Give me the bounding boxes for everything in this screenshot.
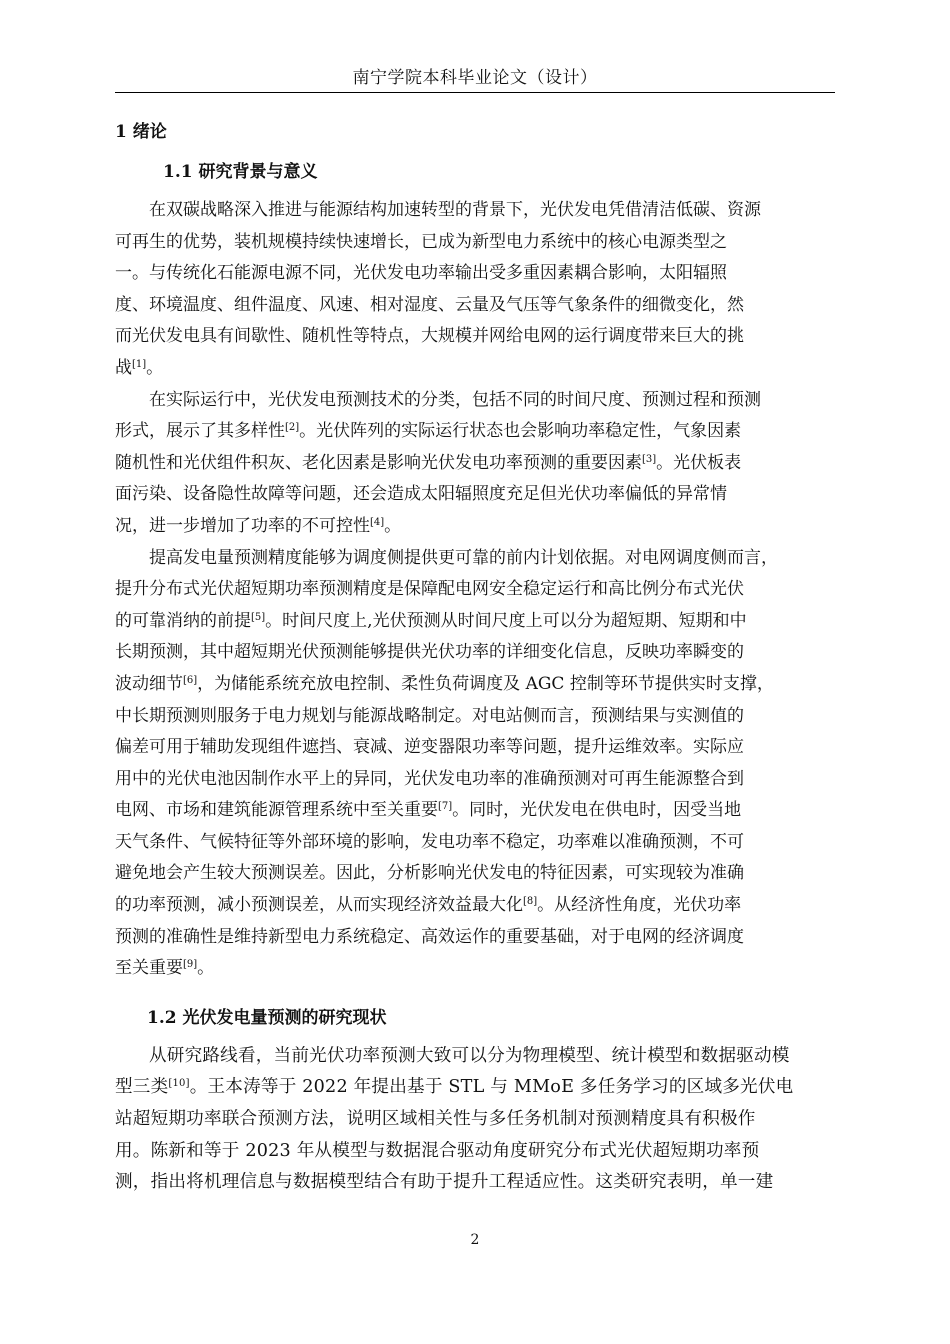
text-run: 。时间尺度上,光伏预测从时间尺度上可以分为超短期、短期和中 — [265, 610, 747, 631]
running-header: 南宁学院本科毕业论文（设计） — [115, 64, 835, 93]
text-line — [115, 353, 837, 385]
citation-ref: [2] — [285, 422, 300, 434]
section-1-2-body — [115, 1041, 837, 1199]
text-line — [115, 669, 837, 701]
text-line: 度、环境温度、组件温度、风速、相对湿度、云量及气压等气象条件的细微变化，然 — [115, 294, 744, 315]
text-line — [115, 448, 837, 480]
text-line: 一。与传统化石能源电源不同，光伏发电功率输出受多重因素耦合影响，太阳辐照 — [115, 263, 727, 284]
text-run: 的功率预测，减小预测误差，从而实现经济效益最大化 — [115, 895, 523, 916]
paragraph — [115, 195, 837, 385]
citation-ref: [10] — [168, 1078, 190, 1090]
citation-ref: [1] — [132, 358, 147, 370]
text-run: 。光伏板表 — [656, 452, 742, 473]
text-run: 。同时，光伏发电在供电时，因受当地 — [452, 800, 742, 821]
citation-ref: [3] — [642, 453, 657, 465]
chapter-heading: 1 绪论 — [115, 122, 167, 142]
citation-ref: [5] — [251, 611, 266, 623]
text-line — [115, 606, 837, 638]
text-line: 可再生的优势，装机规模持续快速增长，已成为新型电力系统中的核心电源类型之 — [115, 231, 727, 252]
citation-ref: [4] — [370, 516, 385, 528]
citation-ref: [8] — [523, 896, 538, 908]
text-line: 提升分布式光伏超短期功率预测精度是保障配电网安全稳定运行和高比例分布式光伏 — [115, 579, 744, 600]
paragraph — [115, 385, 837, 543]
text-line: 测，指出将机理信息与数据模型结合有助于提升工程适应性。这类研究表明，单一建 — [115, 1172, 774, 1193]
text-line: 避免地会产生较大预测误差。因此，分析影响光伏发电的特征因素，可实现较为准确 — [115, 863, 744, 884]
text-line: 用。陈新和等于 2023 年从模型与数据混合驱动角度研究分布式光伏超短期功率预 — [115, 1140, 760, 1161]
text-line: 在双碳战略深入推进与能源结构加速转型的背景下，光伏发电凭借清洁低碳、资源 — [149, 200, 761, 220]
text-line: 站超短期功率联合预测方法，说明区域相关性与多任务机制对预测精度具有积极作 — [115, 1109, 756, 1130]
text-run: 型三类 — [115, 1077, 169, 1098]
text-run: 战 — [115, 357, 132, 378]
section-heading-1-1: 1.1 研究背景与意义 — [163, 162, 318, 182]
text-run: 。王本涛等于 2022 年提出基于 STL 与 MMoE 多任务学习的区域多光伏电 — [189, 1077, 794, 1098]
text-run: 形式，展示了其多样性 — [115, 421, 285, 442]
text-run: 波动细节 — [115, 673, 183, 694]
text-run: 况，进一步增加了功率的不可控性 — [115, 515, 370, 536]
text-line: 用中的光伏电池因制作水平上的异同，光伏发电功率的准确预测对可再生能源整合到 — [115, 768, 744, 789]
citation-ref: [9] — [183, 959, 198, 971]
text-line: 提高发电量预测精度能够为调度侧提供更可靠的前内计划依据。对电网调度侧而言， — [149, 547, 778, 568]
page-number: 2 — [470, 1232, 480, 1248]
text-run: 的可靠消纳的前提 — [115, 610, 251, 631]
text-line — [115, 511, 837, 543]
text-line: 预测的准确性是维持新型电力系统稳定、高效运作的重要基础，对于电网的经济调度 — [115, 926, 744, 947]
text-line: 长期预测，其中超短期光伏预测能够提供光伏功率的详细变化信息，反映功率瞬变的 — [115, 642, 744, 663]
text-line: 中长期预测则服务于电力规划与能源战略制定。对电站侧而言，预测结果与实测值的 — [115, 705, 744, 726]
text-line: 在实际运行中，光伏发电预测技术的分类，包括不同的时间尺度、预测过程和预测 — [149, 389, 761, 410]
text-line: 偏差可用于辅助发现组件遮挡、衰减、逆变器限功率等问题，提升运维效率。实际应 — [115, 737, 744, 758]
text-run: 至关重要 — [115, 958, 183, 979]
citation-ref: [7] — [438, 801, 453, 813]
text-line — [115, 416, 837, 448]
text-run: ，为储能系统充放电控制、柔性负荷调度及 AGC 控制等环节提供实时支撑， — [197, 673, 774, 694]
text-run: 。光伏阵列的实际运行状态也会影响功率稳定性，气象因素 — [299, 421, 742, 442]
text-line — [115, 890, 837, 922]
section-1-1-body — [115, 195, 837, 985]
text-run: 。 — [146, 357, 164, 378]
text-run: 。 — [384, 515, 402, 536]
text-run: 电网、市场和建筑能源管理系统中至关重要 — [115, 800, 438, 821]
text-run: 。 — [197, 958, 215, 979]
text-line: 面污染、设备隐性故障等问题，还会造成太阳辐照度充足但光伏功率偏低的异常情 — [115, 484, 727, 505]
text-run: 。从经济性角度，光伏功率 — [537, 895, 742, 916]
section-heading-1-2: 1.2 光伏发电量预测的研究现状 — [147, 1007, 387, 1028]
paragraph — [115, 543, 837, 985]
text-line: 天气条件、气候特征等外部环境的影响，发电功率不稳定，功率难以准确预测，不可 — [115, 831, 744, 852]
paragraph — [115, 1041, 837, 1199]
text-line: 从研究路线看，当前光伏功率预测大致可以分为物理模型、统计模型和数据驱动模 — [149, 1045, 790, 1066]
citation-ref: [6] — [183, 674, 198, 686]
text-line — [115, 953, 837, 985]
text-line — [115, 795, 837, 827]
text-line: 而光伏发电具有间歇性、随机性等特点，大规模并网给电网的运行调度带来巨大的挑 — [115, 326, 744, 347]
body-content — [115, 115, 837, 1199]
text-line — [115, 1072, 837, 1104]
text-run: 随机性和光伏组件积灰、老化因素是影响光伏发电功率预测的重要因素 — [115, 452, 642, 473]
